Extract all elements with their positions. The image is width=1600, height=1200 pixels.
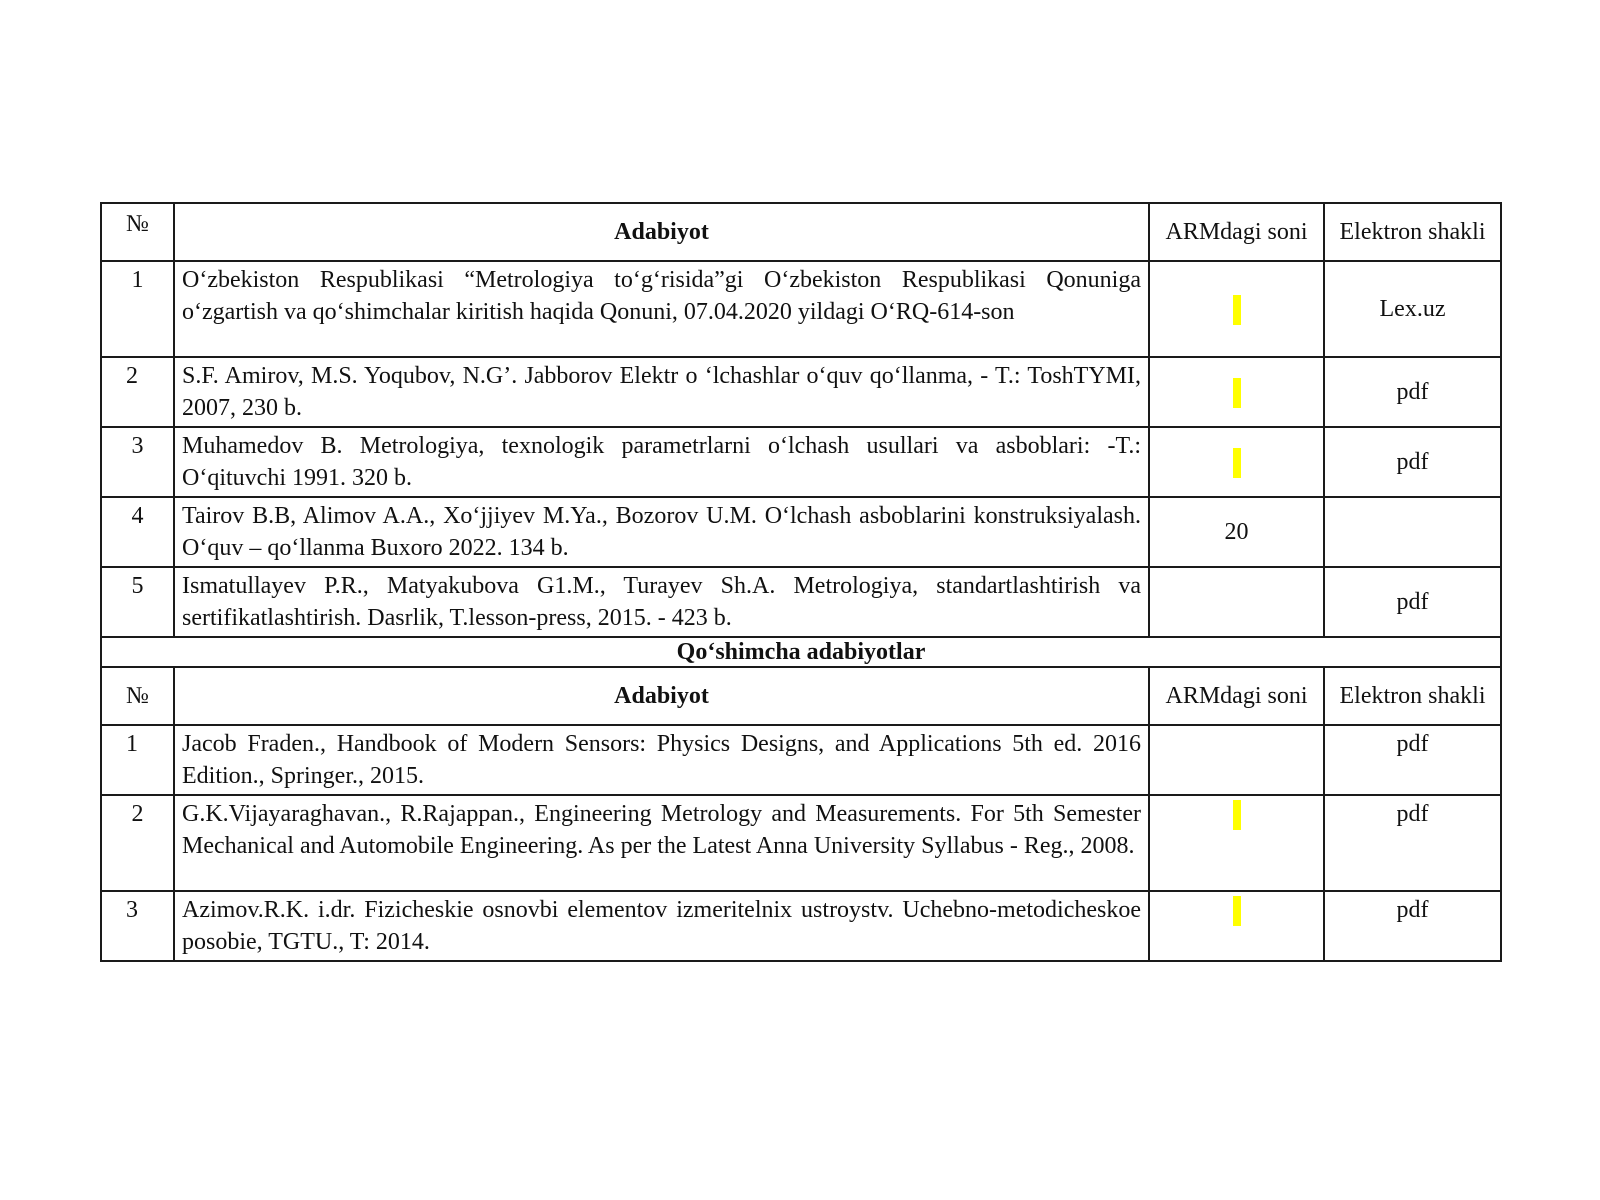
table-row — [101, 795, 1501, 891]
header-electronic: Elektron shakli — [1324, 667, 1501, 725]
highlight-mark — [1233, 378, 1241, 408]
table-row — [101, 357, 1501, 427]
header-arm-count: ARMdagi soni — [1149, 667, 1324, 725]
table-row — [101, 427, 1501, 497]
row-literature: Muhamedov B. Metrologiya, texnologik parametrlarni o‘lchash usullari va asboblari: -T.: O‘qituvchi 1991. 320 b. — [174, 427, 1149, 497]
row-literature: Azimov.R.K. i.dr. Fizicheskie osnovbi elementov izmeritelnix ustroystv. Uchebno-metodicheskoe posobie, TGTU., T: 2014. — [174, 891, 1149, 961]
row-arm-count — [1149, 725, 1324, 795]
header-number: № — [101, 667, 174, 725]
header-number: № — [101, 203, 174, 261]
table-header-row — [101, 203, 1501, 261]
row-number: 2 — [101, 795, 174, 891]
row-arm-count — [1149, 891, 1324, 961]
row-literature: S.F. Amirov, M.S. Yoqubov, N.G’. Jabborov Elektr o ‘lchashlar o‘quv qo‘llanma, - T.: ToshTYMI, 2007, 230 b. — [174, 357, 1149, 427]
row-electronic: pdf — [1324, 795, 1501, 891]
literature-table — [100, 202, 1502, 962]
row-arm-count: 20 — [1149, 497, 1324, 567]
row-arm-count — [1149, 427, 1324, 497]
table-header-row — [101, 667, 1501, 725]
row-literature: Tairov B.B, Alimov A.A., Xo‘jjiyev M.Ya., Bozorov U.M. O‘lchash asboblarini konstruksiyalash. O‘quv – qo‘llanma Buxoro 2022. 134 b. — [174, 497, 1149, 567]
table-row — [101, 261, 1501, 357]
row-number: 3 — [101, 891, 174, 961]
header-literature: Adabiyot — [174, 203, 1149, 261]
section-row — [101, 637, 1501, 667]
table-row — [101, 725, 1501, 795]
row-number: 3 — [101, 427, 174, 497]
row-number: 1 — [101, 261, 174, 357]
row-number: 4 — [101, 497, 174, 567]
row-number: 1 — [101, 725, 174, 795]
row-literature: G.K.Vijayaraghavan., R.Rajappan., Engineering Metrology and Measurements. For 5th Semester Mechanical and Automobile Engineering. As per the Latest Anna University Syllabus - Reg., 2008. — [174, 795, 1149, 891]
highlight-mark — [1233, 896, 1241, 926]
table-row — [101, 891, 1501, 961]
section-title: Qo‘shimcha adabiyotlar — [101, 637, 1501, 667]
row-electronic: pdf — [1324, 427, 1501, 497]
row-electronic: Lex.uz — [1324, 261, 1501, 357]
row-arm-count — [1149, 795, 1324, 891]
row-electronic: pdf — [1324, 357, 1501, 427]
header-literature: Adabiyot — [174, 667, 1149, 725]
row-number: 2 — [101, 357, 174, 427]
highlight-mark — [1233, 448, 1241, 478]
table-row — [101, 567, 1501, 637]
header-electronic: Elektron shakli — [1324, 203, 1501, 261]
row-electronic: pdf — [1324, 725, 1501, 795]
row-literature: Jacob Fraden., Handbook of Modern Sensors: Physics Designs, and Applications 5th ed. 2016 Edition., Springer., 2015. — [174, 725, 1149, 795]
highlight-mark — [1233, 800, 1241, 830]
row-number: 5 — [101, 567, 174, 637]
highlight-mark — [1233, 295, 1241, 325]
row-arm-count — [1149, 357, 1324, 427]
row-electronic — [1324, 497, 1501, 567]
row-electronic: pdf — [1324, 891, 1501, 961]
row-literature: Ismatullayev P.R., Matyakubova G1.M., Turayev Sh.A. Metrologiya, standartlashtirish va sertifikatlashtirish. Dasrlik, T.lesson-press, 2015. - 423 b. — [174, 567, 1149, 637]
row-electronic: pdf — [1324, 567, 1501, 637]
row-arm-count — [1149, 261, 1324, 357]
row-literature: O‘zbekiston Respublikasi “Metrologiya to‘g‘risida”gi O‘zbekiston Respublikasi Qonuniga o‘zgartish va qo‘shimchalar kiritish haqida Qonuni, 07.04.2020 yildagi O‘RQ-614-son — [174, 261, 1149, 357]
row-arm-count — [1149, 567, 1324, 637]
header-arm-count: ARMdagi soni — [1149, 203, 1324, 261]
table-row — [101, 497, 1501, 567]
